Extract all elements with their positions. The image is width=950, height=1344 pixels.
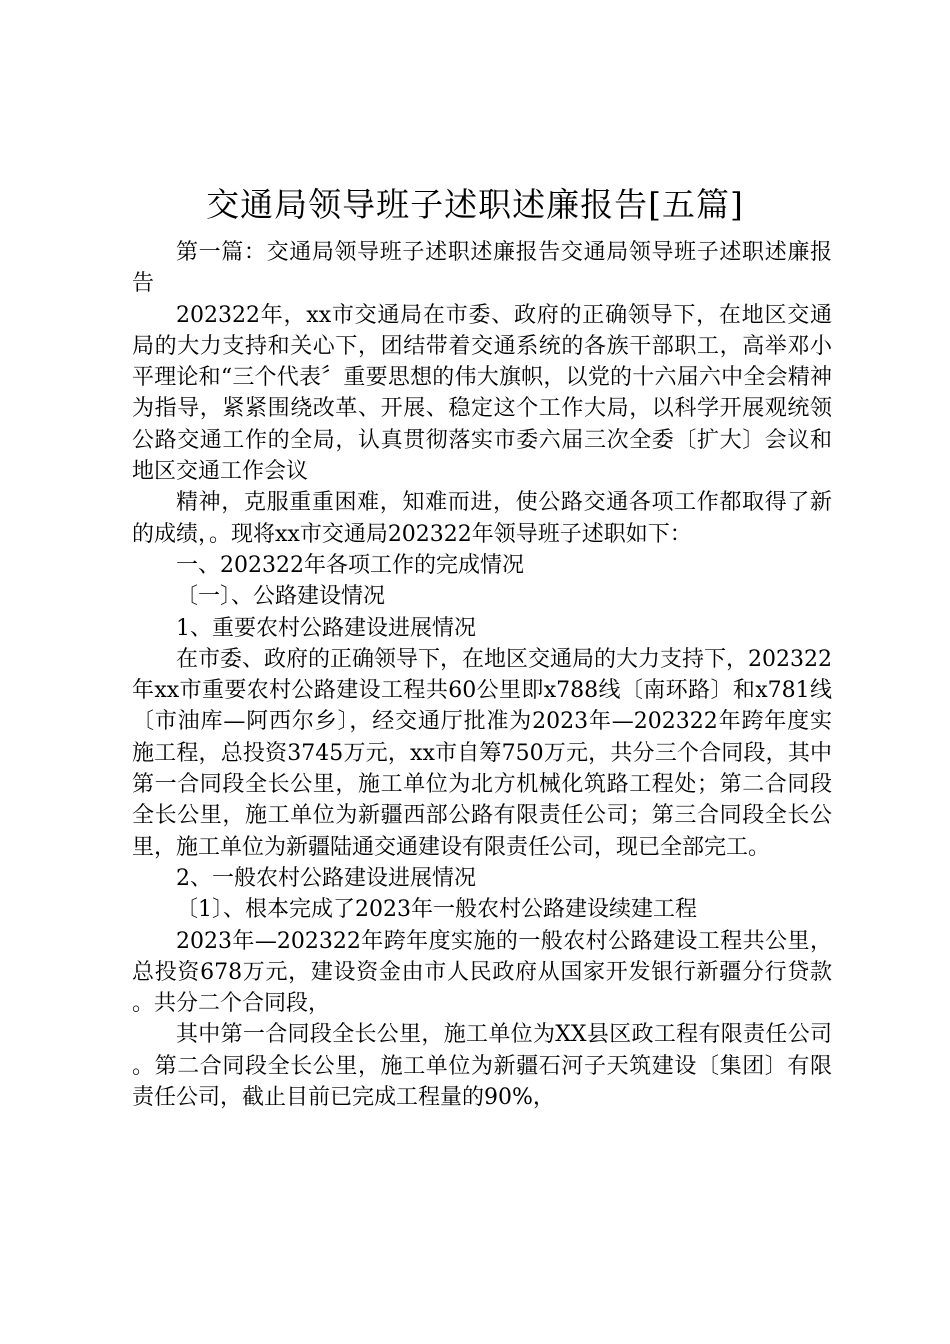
paragraph-chapter-heading: 第一篇：交通局领导班子述职述廉报告交通局领导班子述职述廉报告	[132, 240, 832, 297]
item-heading-key-rural-roads: 1、重要农村公路建设进展情况	[176, 615, 476, 641]
paragraph-contract-sections: 其中第一合同段全长公里，施工单位为XX县区政工程有限责任公司。第二合同段全长公里，施工单位为新疆石河子天筑建设〔集团〕有限责任公司，截止目前已完成工程量的90%，	[132, 1022, 832, 1111]
paragraph-general-rural-roads: 2023年—202322年跨年度实施的一般农村公路建设工程共公里，总投资678万元，建设资金由市人民政府从国家开发银行新疆分行贷款。共分二个合同段，	[132, 928, 832, 1017]
paragraph-intro-continued: 精神，克服重重困难，知难而进，使公路交通各项工作都取得了新的成绩，。现将xx市交通局202322年领导班子述职如下：	[132, 490, 832, 547]
item-subheading-continued-projects: 〔1〕、根本完成了2023年一般农村公路建设续建工程	[176, 897, 697, 923]
paragraph-intro: 202322年，xx市交通局在市委、政府的正确领导下，在地区交通局的大力支持和关心下，团结带着交通系统的各族干部职工，高举邓小平理论和“三个代表〞重要思想的伟大旗帜，以党的十六届六中全会精神为指导，紧紧围绕改革、开展、稳定这个工作大局，以科学开展观统领公路交通工作的全局，认真贯彻落实市委六届三次全委〔扩大〕会议和地区交通工作会议	[132, 302, 832, 485]
subsection-heading-road-construction: 〔一〕、公路建设情况	[176, 584, 386, 610]
paragraph-key-rural-roads: 在市委、政府的正确领导下，在地区交通局的大力支持下，202322年xx市重要农村公路建设工程共60公里即x788线〔南环路〕和x781线〔市油库—阿西尔乡〕，经交通厅批准为2023年—202322年跨年度实施工程，总投资3745万元，xx市自筹750万元，共分三个合同段，其中第一合同段全长公里，施工单位为北方机械化筑路工程处；第二合同段全长公里，施工单位为新疆西部公路有限责任公司；第三合同段全长公里，施工单位为新疆陆通交通建设有限责任公司，现已全部完工。	[132, 646, 832, 860]
document-title: 交通局领导班子述职述廉报告[五篇]	[206, 185, 744, 224]
section-heading-work-completion: 一、202322年各项工作的完成情况	[176, 552, 524, 578]
document-body	[132, 237, 832, 1113]
item-heading-general-rural-roads: 2、一般农村公路建设进展情况	[176, 865, 476, 891]
